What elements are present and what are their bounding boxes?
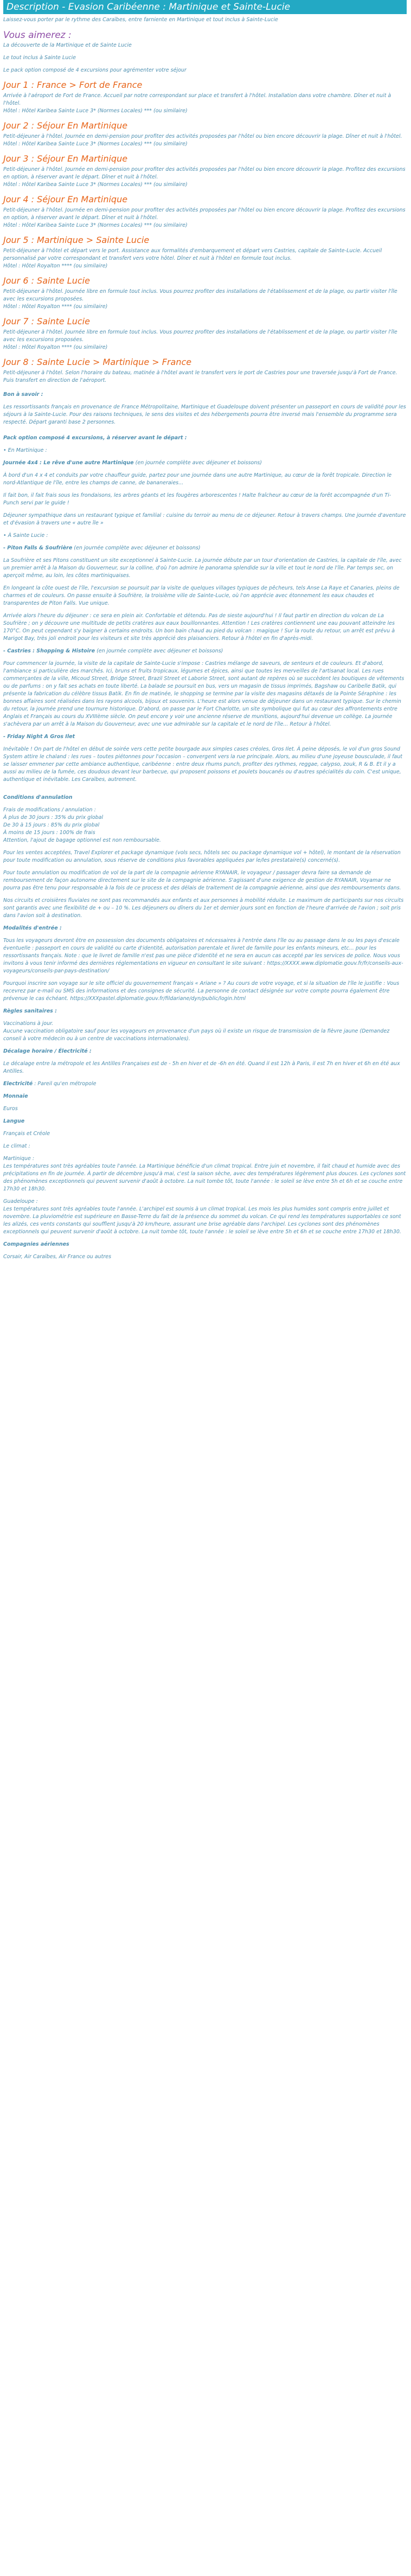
day-title: Jour 6 : Sainte Lucie [3,275,90,286]
paragraph: Arrivée alors l'heure du déjeuner : ce sera en plein air. Confortable et détendu. Pas de sieste aujourd'hui ! Il faut partir en direction du volcan de La Soufrière ; on y découvre une multitude de petits cratères aux eaux bouillonnantes. Attention ! Les cratères contiennent une eau pouvant atteindre les 170°C. On peut cependant s'y baigner à certains endroits. Un bon bain chaud au pied du volcan : magique ! Sur la route du retour, un arrêt est prévu à Marigot Bay, très joli endroit pour les visiteurs et site très apprécié des plaisanciers. Retour à l'hôtel en fin d'après-midi. [3,613,395,642]
day-section [3,357,407,385]
day-hotel: Hôtel : Hôtel Karibea Sainte Luce 3* (Normes Locales) *** (ou similaire) [3,108,188,114]
day-hotel: Hôtel : Hôtel Karibea Sainte Luce 3* (Normes Locales) *** (ou similaire) [3,141,188,147]
list-item: Le tout inclus à Sainte Lucie [3,55,76,61]
airlines-heading: Compagnies aériennes [3,1241,69,1247]
pack-item: • À Sainte Lucie : [3,532,407,540]
vous-aimerez-list [3,42,407,74]
bon-a-savoir-heading: Bon à savoir : [3,392,43,398]
condition-line: Frais de modifications / annulation : [3,807,96,813]
day-title: Jour 5 : Martinique > Sainte Lucie [3,235,150,245]
paragraph: Inévitable ! On part de l'hôtel en début de soirée vers cette petite bourgade aux simples cases créoles, Gros Ilet. À peine déposés, le vol d'un gros Sound System attire le chaland : les rues – toutes piétonnes pour l'occasion – convergent vers la rue principale. Alors, au milieu d'une joyeuse bousculade, il faut se laisser emmener par cette ambiance authentique, caribéenne : entre deux rhums punch, profiter des rythmes, reggae, calypso, zouk, R & B. Et il y a aussi au milieu de la fumée, ces doudous devant leur barbecue, qui proposent poissons et poulets boucanés ou d'autres spécialités du coin. C'est unique, authentique et inévitable. Les Caraïbes, autrement. [3,746,402,783]
day-hotel: Hôtel : Hôtel Royalton **** (ou similaire) [3,304,108,310]
page-title: Description - Evasion Caribéenne : Martinique et Sainte-Lucie [7,2,291,12]
condition-line: De 30 à 15 jours : 85% du prix global [3,822,100,828]
paragraph: Les ressortissants français en provenance de France Métropolitaine, Martinique et Guadeloupe doivent présenter un passeport en cours de validité pour les séjours à la Sainte-Lucie. Pour des raisons techniques, le sens des visites et des hébergements pourra être inversé mais l'ensemble du programme sera respecté. Départ garanti base 2 personnes. [3,404,406,425]
day-section [3,235,407,270]
list-item: La découverte de la Martinique et de Sainte Lucie [3,42,132,48]
day-text: Petit-déjeuner à l'hôtel. Journée en demi-pension pour profiter des activités proposées par l'hôtel ou bien encore découvrir la plage. Profitez des excursions en option, à réserver avant le départ. Dîner et nuit à l'hôtel. [3,166,406,180]
paragraph: Pourquoi inscrire son voyage sur le site officiel du gouvernement français « Ariane » ? Au cours de votre voyage, et si la situation de l'île le justifie : Vous recevrez par e-mail ou SMS des informations et des consignes de sécurité. La personne de contact désignée sur votre compte pourra également être prévenue le cas échéant. https://XXXpastel.diplomatie.gouv.fr/fildariane/dyn/public/login.html [3,981,400,1002]
day-text: Petit-déjeuner à l'hôtel et départ vers le port. Assistance aux formalités d'embarquement et départ vers Castries, capitale de Sainte-Lucie. Accueil personnalisé par votre correspondant et transfert vers votre hôtel. Dîner et nuit à l'hôtel en formule tout inclus. [3,248,382,261]
day-section [3,316,407,351]
intro-text: Laissez-vous porter par le rythme des Caraïbes, entre farniente en Martinique et tout inclus à Sainte-Lucie [3,17,278,23]
page [0,0,411,1261]
excursion-title: Journée 4x4 : Le rêve d'une autre Martinique (en journée complète avec déjeuner et boissons) [3,460,262,466]
day-section [3,275,407,311]
day-text: Arrivée à l'aéroport de Fort de France. Accueil par notre correspondant sur place et transfert à l'hôtel. Installation dans votre chambre. Dîner et nuit à l'hôtel. [3,93,391,106]
pack-heading: Pack option composé 4 excursions, à réserver avant le départ : [3,435,187,441]
paragraph: À bord d'un 4 x 4 et conduits par votre chauffeur guide, partez pour une journée dans une autre Martinique, au cœur de la forêt tropicale. Direction le nord-Atlantique de l'île, entre les champs de canne, de bananeraies... [3,472,392,486]
day-hotel: Hôtel : Hôtel Royalton **** (ou similaire) [3,344,108,350]
excursion-title: - Castries : Shopping & Histoire (en journée complète avec déjeuner et boissons) [3,648,223,654]
paragraph: Le décalage entre la métropole et les Antilles Françaises est de - 5h en hiver et de -6h en été. Quand il est 12h à Paris, il est 7h en hiver et 6h en été aux Antilles. [3,1061,400,1074]
climate-subheading: Guadeloupe : [3,1199,38,1204]
conditions-heading: Conditions d'annulation [3,794,73,800]
decalage-heading: Décalage horaire / Électricité : [3,1048,92,1054]
paragraph: Nos circuits et croisières fluviales ne sont pas recommandés aux enfants et aux personnes à mobilité réduite. Le maximum de participants sur nos circuits sont garantis avec une flexibilité de + ou – 10 %. Les déjeuners ou dîners du 1er et dernier jours sont en fonction de l'heure d'arrivée de l'avion ; soit pris dans l'avion soit à destination. [3,898,404,919]
day-section [3,153,407,189]
climate-subheading: Martinique : [3,1156,35,1162]
day-hotel: Hôtel : Hôtel Karibea Sainte Luce 3* (Normes Locales) *** (ou similaire) [3,182,188,188]
paragraph: Les températures sont très agréables toute l'année. La Martinique bénéficie d'un climat tropical. Entre juin et novembre, il fait chaud et humide avec des précipitations en fin de journée. À partir de décembre jusqu'à mai, c'est la saison sèche, avec des températures légèrement plus douces. Les cyclones sont des phénomènes exceptionnels qui peuvent survenir d'août à octobre. La nuit tombe tôt, toute l'année : le soleil se lève entre 5h et 6h et se couche entre 17h30 et 18h30. [3,1163,406,1192]
sanitary-heading: Règles sanitaires : [3,1008,57,1014]
day-title: Jour 8 : Sainte Lucie > Martinique > France [3,357,192,367]
language-value: Français et Créole [3,1131,50,1137]
paragraph: Déjeuner sympathique dans un restaurant typique et familial : cuisine du terroir au menu de ce déjeuner. Retour à travers champs. Une journée d'aventure et d'évasion à travers une « autre île » [3,512,406,526]
title-banner [3,0,407,14]
sanitary-line: Vaccinations à jour. [3,1021,54,1027]
day-title: Jour 7 : Sainte Lucie [3,316,90,326]
day-title: Jour 4 : Séjour En Martinique [3,194,128,204]
paragraph: Pour toute annulation ou modification de vol de la part de la compagnie aérienne RYANAIR, le voyageur / passager devra faire sa demande de remboursement de façon autonome directement sur le site de la compagnie aérienne. S'agissant d'une exigence de gestion de RYANAIR, Voyamar ne pourra pas être tenu pour responsable à la fois de ce process et des délais de traitement de la compagnie aérienne, ainsi que des remboursements dans. [3,870,401,891]
day-text: Petit-déjeuner à l'hôtel. Journée en demi-pension pour profiter des activités proposées par l'hôtel ou bien encore découvrir la plage. Dîner et nuit à l'hôtel. [3,133,402,139]
day-text: Petit-déjeuner à l'hôtel. Journée libre en formule tout inclus. Vous pourrez profiter des installations de l'établissement et de la plage, ou partir visiter l'île avec les excursions proposées. [3,329,397,343]
paragraph: En longeant la côte ouest de l'île, l'excursion se poursuit par la visite de quelques villages typiques de pêcheurs, tels Anse La Raye et Canaries, pleins de charmes et de couleurs. On passe ensuite à Soufrière, la troisième ville de Sainte-Lucie, où l'on apprécie avec étonnement les eaux chaudes et transparentes de Piton Falls. Vue unique. [3,585,400,606]
day-title: Jour 1 : France > Fort de France [3,80,143,90]
day-hotel: Hôtel : Hôtel Royalton **** (ou similaire) [3,263,108,269]
paragraph: Tous les voyageurs devront être en possession des documents obligatoires et nécessaires à l'entrée dans l'île ou au passage dans le ou les pays d'escale éventuelle : passeport en cours de validité ou carte d'identité, autorisation parentale et livret de famille pour les enfants mineurs, etc... pour les ressortissants français. Note : que le livret de famille n'est pas une pièce d'identité et ne sera en aucun cas accepté par les services de police. Nous vous invitons à vous tenir informé des dernières réglementations en vigueur en consultant le site suivant : https://XXXX.www.diplomatie.gouv.fr/fr/conseils-aux-voyageurs/conseils-par-pays-destination/ [3,938,403,974]
vous-aimerez-heading: Vous aimerez : [3,30,72,41]
modalites-heading: Modalités d'entrée : [3,925,62,931]
pack-item: • En Martinique : [3,447,407,454]
climate-heading: Le climat : [3,1143,30,1149]
day-text: Petit-déjeuner à l'hôtel. Selon l'horaire du bateau, matinée à l'hôtel avant le transfert vers le port de Castries pour une traversée jusqu'à Fort de France. Puis transfert en direction de l'aéroport. [3,370,397,383]
day-section [3,120,407,148]
day-hotel: Hôtel : Hôtel Karibea Sainte Luce 3* (Normes Locales) *** (ou similaire) [3,222,188,228]
paragraph: Pour commencer la journée, la visite de la capitale de Sainte-Lucie s'impose : Castries mélange de saveurs, de senteurs et de couleurs. Et d'abord, l'ambiance si particulière des marchés. Ici, bruns et fruits tropicaux, légumes et épices, ainsi que toutes les merveilles de l'artisanat local. Les rues commerçantes de la ville, Micoud Street, Bridge Street, Brazil Street et Laborie Street, sont autant de repères où se succèdent les boutiques de vêtements ou de parfums : on y fait ses achats en toute liberté. La balade se poursuit en bus, vers un magasin de tissus imprimés, Bagshaw ou Caribelle Batik, qui présente la fabrication du célèbre tissus Batik. En fin de matinée, le shopping se termine par la visite des magasins détaxés de la Pointe Séraphine : les bonnes affaires sont réalisées dans les rayons alcools, bijoux et souvenirs. L'heure est alors venue de déjeuner dans un restaurant typique. Sur le chemin du retour, la journée prend une tournure historique. D'abord, on passe par le Fort Charlotte, un site symbolique qui fut au cœur des affrontements entre Anglais et Français au cours du XVIIIème siècle. On peut encore y voir une ancienne réserve de munitions, aujourd'hui devenue un collège. La journée s'achèvera par un arrêt à la Maison du Gouverneur, avec une vue admirable sur la capitale et le nord de l'île... Retour à l'hôtel. [3,661,404,727]
language-heading: Langue [3,1118,25,1124]
day-text: Petit-déjeuner à l'hôtel. Journée en demi-pension pour profiter des activités proposées par l'hôtel ou bien encore découvrir la plage. Profitez des excursions en option, à réserver avant le départ. Dîner et nuit à l'hôtel. [3,207,406,221]
condition-line: À moins de 15 jours : 100% de frais [3,830,95,836]
money-heading: Monnaie [3,1093,28,1099]
paragraph: La Soufrière et ses Pitons constituent un site exceptionnel à Sainte-Lucie. La journée débute par un tour d'orientation de Castries, la capitale de l'île, avec un premier arrêt à la Maison du Gouverneur, sur la colline, d'où l'on admire le panorama splendide sur la ville et tout le nord de l'île. Par temps sec, on aperçoit même, au loin, les côtes martiniquaises. [3,558,402,579]
details-section [3,391,407,1261]
day-section [3,80,407,115]
sanitary-line: Aucune vaccination obligatoire sauf pour les voyageurs en provenance d'un pays où il existe un risque de transmission de la fièvre jaune (Demandez conseil à votre médecin ou à un centre de vaccinations internationales). [3,1028,390,1042]
condition-line: Attention, l'ajout de bagage optionnel est non remboursable. [3,837,161,843]
paragraph: Il fait bon, il fait frais sous les frondaisons, les arbres géants et les fougères arborescentes ! Halte fraîcheur au cœur de la forêt accompagnée d'un Ti-Punch servi par le guide ! [3,492,391,506]
day-title: Jour 2 : Séjour En Martinique [3,120,128,131]
airlines-value: Corsair, Air Caraïbes, Air France ou autres [3,1254,112,1260]
paragraph: Pour les ventes acceptées, Travel Explorer et package dynamique (vols secs, hôtels sec ou package dynamique vol + hôtel), le montant de la réservation pour toute modification ou annulation, sous réserve de conditions plus favorables appliquées par le/les prestataire(s) concerné(s). [3,850,401,863]
day-section [3,194,407,229]
electricity-line: Electricité : Pareil qu'en métropole [3,1081,97,1087]
paragraph: Les températures sont très agréables toute l'année. L'archipel est soumis à un climat tropical. Les mois les plus humides sont compris entre juillet et novembre. La pluviométrie est supérieure en Basse-Terre du fait de la présence du sommet du volcan. Ce qui rend les températures supportables ce sont les alizés, ces vents constants qui soufflent jusqu'à 20 km/heure, assurant une brise agréable dans l'archipel. Les cyclones sont des phénomènes exceptionnels qui peuvent survenir d'août à octobre. La nuit tombe tôt, toute l'année : le soleil se lève entre 5h et 6h et se couche entre 17h30 et 18h30. [3,1206,401,1235]
money-value: Euros [3,1106,18,1112]
excursion-title: - Friday Night A Gros Ilet [3,734,75,740]
condition-line: À plus de 30 jours : 35% du prix global [3,815,104,821]
excursion-title: - Piton Falls & Soufrière (en journée complète avec déjeuner et boissons) [3,545,201,551]
list-item: Le pack option composé de 4 excursions pour agrémenter votre séjour [3,67,187,73]
day-title: Jour 3 : Séjour En Martinique [3,153,128,164]
day-text: Petit-déjeuner à l'hôtel. Journée libre en formule tout inclus. Vous pourrez profiter des installations de l'établissement et de la plage, ou partir visiter l'île avec les excursions proposées. [3,289,397,302]
